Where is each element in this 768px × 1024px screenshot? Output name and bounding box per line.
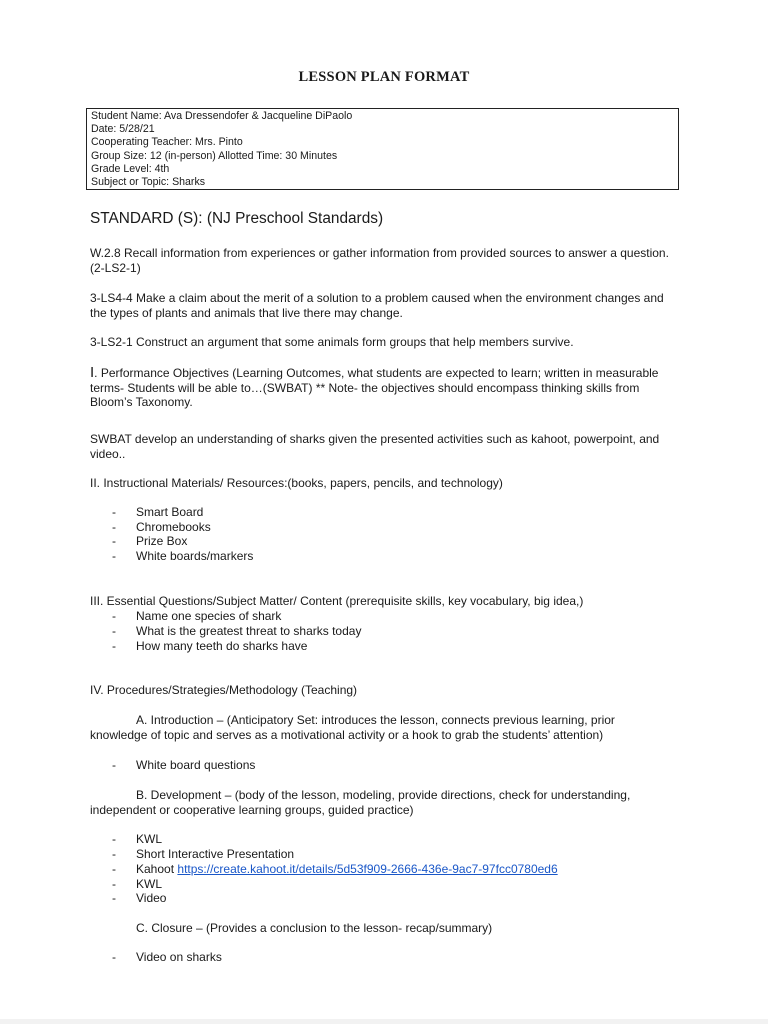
bullet-dash: - — [112, 624, 116, 638]
objectives-text: . Performance Objectives (Learning Outcomes, what students are expected to learn; written in measurable terms- Students will be able to…(SWBAT) ** Note- the objectives should encompass thinking skills from Bloom’s Taxonomy. — [90, 366, 659, 410]
bullet-dash: - — [112, 758, 116, 772]
bullet-dash: - — [112, 862, 116, 876]
bullet-dash: - — [112, 639, 116, 653]
standard-3ls44: 3-LS4-4 Make a claim about the merit of a solution to a problem caused when the environment changes and the types of plants and animals that live there may change. — [90, 291, 664, 320]
kahoot-label: Kahoot — [136, 862, 175, 876]
info-student-name: Student Name: Ava Dressendofer & Jacqueline DiPaolo — [91, 110, 353, 122]
kahoot-link[interactable]: https://create.kahoot.it/details/5d53f909-2666-436e-9ac7-97fcc0780ed6 — [177, 862, 558, 876]
bullet-dash: - — [112, 832, 116, 846]
materials-heading: II. Instructional Materials/ Resources:(books, papers, pencils, and technology) — [90, 476, 503, 490]
bullet-dash: - — [112, 534, 116, 548]
standard-heading: STANDARD (S): (NJ Preschool Standards) — [90, 210, 384, 227]
introduction-text: A. Introduction – (Anticipatory Set: introduces the lesson, connects previous learning, prior knowledge of topic and serves as a motivational activity or a hook to grab the students’ attention) — [90, 713, 615, 742]
page-bottom-edge — [0, 1019, 768, 1024]
document-title: LESSON PLAN FORMAT — [298, 69, 470, 85]
bullet-dash: - — [112, 609, 116, 623]
standard-3ls21: 3-LS2-1 Construct an argument that some animals form groups that help members survive. — [90, 335, 574, 349]
swbat-statement: SWBAT develop an understanding of sharks given the presented activities such as kahoot, powerpoint, and video.. — [90, 432, 660, 461]
bullet-dash: - — [112, 847, 116, 861]
bullet-dash: - — [112, 950, 116, 964]
bullet-dash: - — [112, 877, 116, 891]
objectives-numeral: I — [90, 364, 95, 381]
essential-heading: III. Essential Questions/Subject Matter/ Content (prerequisite skills, key vocabulary, big idea,) — [90, 594, 584, 608]
info-date: Date: 5/28/21 — [91, 123, 155, 136]
student-info-box — [86, 108, 679, 190]
bullet-dash: - — [112, 549, 116, 563]
standard-w28: W.2.8 Recall information from experiences or gather information from provided sources to answer a question. (2-LS2-1) — [90, 246, 669, 275]
bullet-dash: - — [112, 520, 116, 534]
procedures-heading: IV. Procedures/Strategies/Methodology (Teaching) — [90, 683, 358, 697]
bullet-dash: - — [112, 505, 116, 519]
development-text: B. Development – (body of the lesson, modeling, provide directions, check for understanding, independent or cooperative learning groups, guided practice) — [90, 788, 631, 817]
info-grade-level: Grade Level: 4th — [91, 162, 170, 175]
info-group-size: Group Size: 12 (in-person) Allotted Time: 30 Minutes — [91, 149, 338, 162]
info-cooperating-teacher: Cooperating Teacher: Mrs. Pinto — [91, 136, 243, 149]
performance-objectives — [90, 366, 670, 410]
bullet-dash: - — [112, 891, 116, 905]
closure-text: C. Closure – (Provides a conclusion to the lesson- recap/summary) — [136, 921, 493, 935]
info-subject: Subject or Topic: Sharks — [91, 176, 206, 189]
document-page: LESSON PLAN FORMAT Student Name: Ava Dressendofer & Jacqueline DiPaolo Date: 5/28/21 Cooperating Teacher: Mrs. Pinto Group Size: 12 (in-person) Allotted Time: 30 Minutes Grade Level: 4th Subject or Topic: Sharks STANDARD (S): (NJ Preschool Standards) W.2.8 Recall information from experiences or gather information from provided sources to answer a question. (2-LS2-1) 3-LS4-4 Make a claim about the merit of a solution to a problem caused when the environment changes and the types of plants and animals that live there may change. 3-LS2-1 Construct an argument that some animals form groups that help members survive. I. Performance Objectives (Learning Outcomes, what students are expected to learn; written in measurable terms- Students will be able to…(SWBAT) ** Note- the objectives should encompass thinking skills from Bloom’s Taxonomy. SWBAT develop an understanding of sharks given the presented activities such as kahoot, powerpoint, and video.. II. Instructional Materials/ Resources:(books, papers, pencils, and technology) - Smart Board - Chromebooks - Prize Box - White boards/markers III. Essential Questions/Subject Matter/ Content (prerequisite skills, key vocabulary, big idea,) - Name one species of shark - What is the greatest threat to sharks today - How many teeth do sharks have IV. Procedures/Strategies/Methodology (Teaching) A. Introduction – (Anticipatory Set: introduces the lesson, connects previous learning, prior knowledge of topic and serves as a motivational activity or a hook to grab the students’ attention) - White board questions B. Development – (body of the lesson, modeling, provide directions, check for understanding, independent or cooperative learning groups, guided practice) - KWL - Short Interactive Presentation - Kahoot https://create.kahoot.it/details/5d53f909-2666-436e-9ac7-97fcc0780ed6 - KWL - Video C. Closure – (Provides a conclusion to the lesson- recap/summary) - Video on sharks — [0, 0, 768, 1024]
